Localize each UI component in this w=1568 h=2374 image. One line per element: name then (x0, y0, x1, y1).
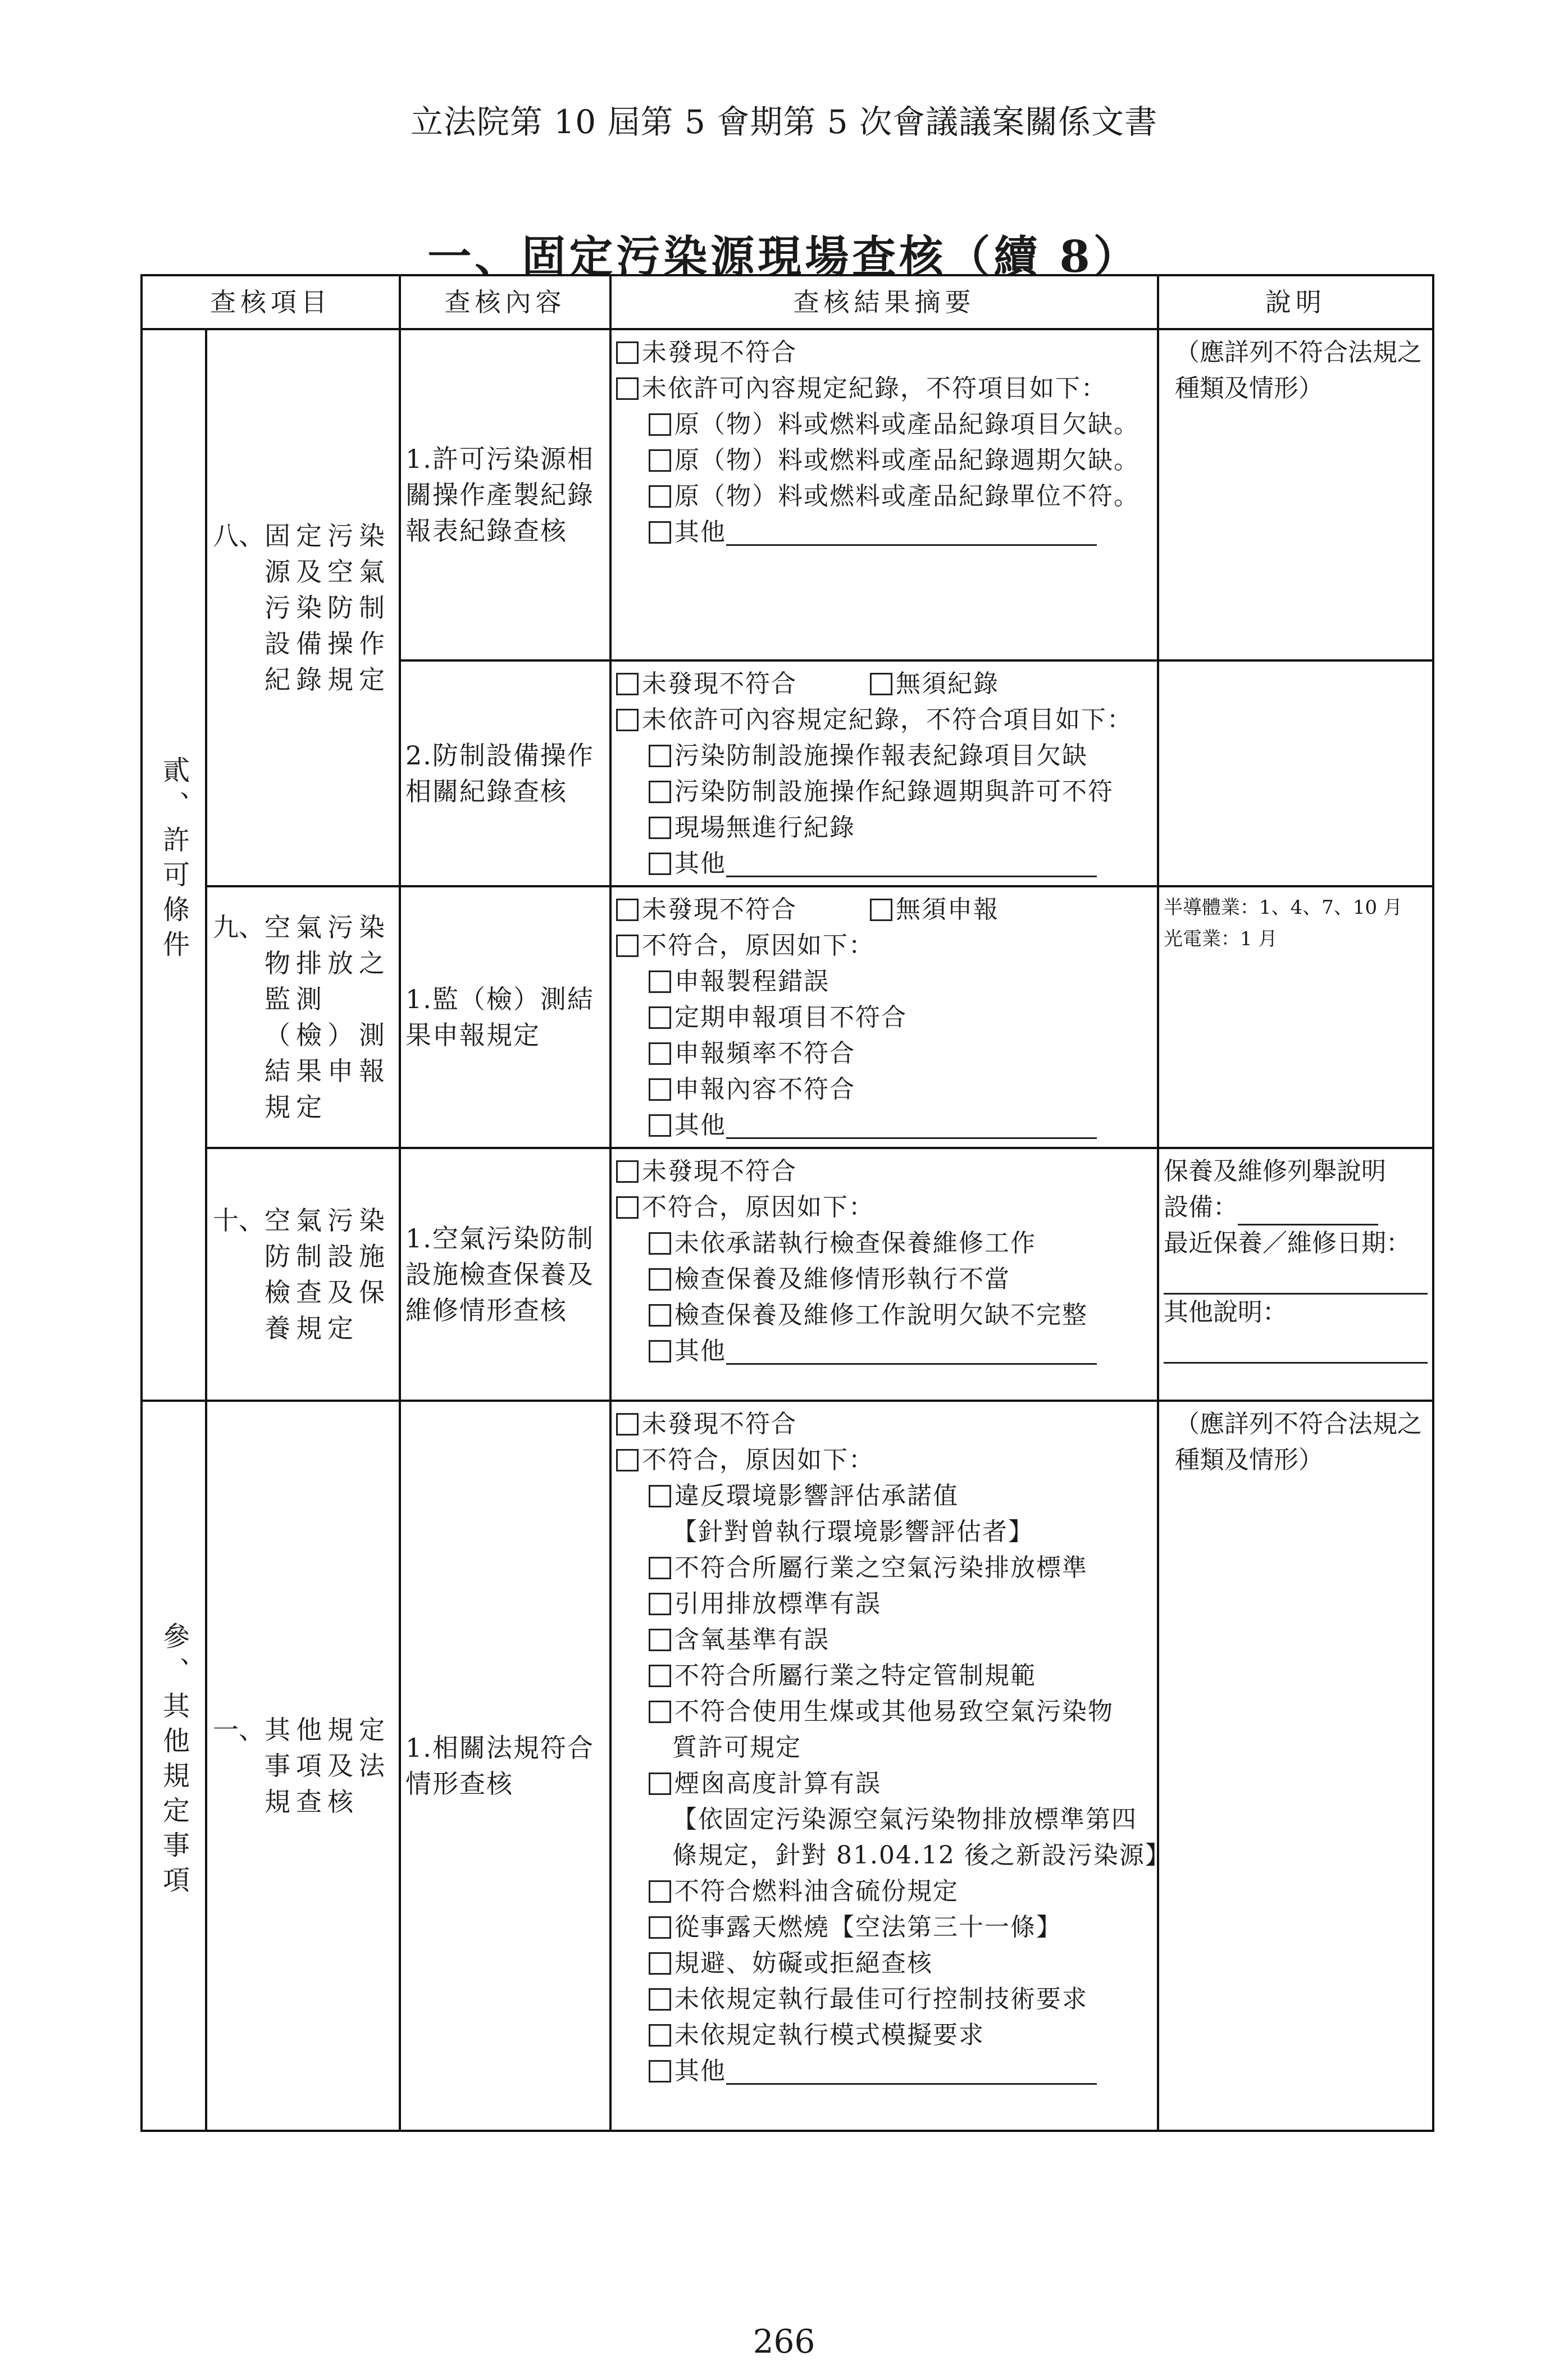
page-title: 一、固定污染源現場查核（續 8） (427, 231, 1141, 282)
checkbox[interactable] (649, 1042, 671, 1065)
checkbox[interactable] (649, 1952, 671, 1975)
fill-line[interactable] (1164, 1330, 1428, 1364)
content-other: 1.相關法規符合情形查核 (400, 1401, 610, 2131)
checkbox[interactable] (649, 1268, 671, 1291)
content-8a: 1.許可污染源相關操作產製紀錄報表紀錄查核 (400, 329, 610, 660)
checkbox[interactable] (649, 1629, 671, 1651)
fill-line[interactable] (1238, 1201, 1378, 1225)
checkbox[interactable] (616, 377, 639, 400)
checkbox[interactable] (649, 1304, 671, 1327)
checkbox[interactable] (649, 853, 671, 875)
checkbox[interactable] (649, 1006, 671, 1029)
fill-line[interactable] (726, 2058, 1097, 2085)
checkbox[interactable] (649, 521, 671, 544)
fill-line[interactable] (726, 520, 1097, 546)
table-row (142, 1148, 1433, 1401)
result-other: 未發現不符合 不符合，原因如下： 違反環境影響評估承諾值 【針對曾執行環境影響評估者】 不符合所屬行業之空氣污染排放標準 引用排放標準有誤 含氧基準有誤 不符合所屬行業之特定管制規範 不符合使用生煤或其他易致空氣污染物 質許可規定 煙囪高度計算有誤 【依固定污染源空氣污染物排放標準第四 條規定，針對 81.04.12 後之新設污染源】 不符合燃料油含硫份規定 從事露天燃燒【空法第三十一條】 規避、妨礙或拒絕查核 未依規定執行最佳可行控制技術要求 未依規定執行模式模擬要求 其他 (610, 1401, 1158, 2131)
table-header-row (142, 275, 1433, 329)
checkbox[interactable] (649, 1557, 671, 1579)
checkbox[interactable] (616, 1449, 639, 1471)
checkbox[interactable] (616, 709, 639, 731)
checkbox[interactable] (649, 2060, 671, 2083)
checkbox[interactable] (616, 673, 639, 695)
result-10: 未發現不符合 不符合，原因如下： 未依承諾執行檢查保養維修工作 檢查保養及維修情形執行不當 檢查保養及維修工作說明欠缺不完整 其他 (610, 1148, 1158, 1401)
section-other-rules: 參、其他規定事項 (142, 1401, 206, 2131)
checkbox[interactable] (649, 1232, 671, 1255)
checkbox[interactable] (649, 2024, 671, 2047)
audit-table (140, 274, 1434, 2132)
note-8a: （應詳列不符合法規之種類及情形） (1158, 329, 1433, 660)
fill-line[interactable] (726, 1113, 1097, 1139)
note-9: 半導體業：1、4、7、10 月 光電業：1 月 (1158, 886, 1433, 1148)
note-8b (1158, 660, 1433, 886)
checkbox[interactable] (649, 1916, 671, 1939)
checkbox[interactable] (649, 1593, 671, 1615)
table-row (142, 1401, 1433, 2131)
item-9: 九、 空氣污染物排放之監測（檢）測結果申報規定 (206, 886, 400, 1148)
result-8b: 未發現不符合 無須紀錄 未依許可內容規定紀錄，不符合項目如下： 污染防制設施操作報表紀錄項目欠缺 污染防制設施操作紀錄週期與許可不符 現場無進行紀錄 其他 (610, 660, 1158, 886)
checkbox[interactable] (649, 1701, 671, 1723)
column-header-content: 查核內容 (400, 275, 610, 329)
fill-line[interactable] (1164, 1261, 1428, 1295)
content-10: 1.空氣污染防制設施檢查保養及維修情形查核 (400, 1148, 610, 1401)
column-header-note: 說明 (1158, 275, 1433, 329)
note-other: （應詳列不符合法規之種類及情形） (1158, 1401, 1433, 2131)
checkbox[interactable] (649, 449, 671, 472)
checkbox[interactable] (649, 1114, 671, 1137)
checkbox[interactable] (649, 1665, 671, 1687)
checkbox[interactable] (616, 935, 639, 957)
checkbox[interactable] (616, 1160, 639, 1183)
fill-line[interactable] (726, 851, 1097, 877)
checkbox[interactable] (616, 1413, 639, 1436)
document-header: 立法院第 10 屆第 5 會期第 5 次會議議案關係文書 (410, 103, 1158, 141)
checkbox[interactable] (616, 341, 639, 364)
content-9: 1.監（檢）測結果申報規定 (400, 886, 610, 1148)
result-8a: 未發現不符合 未依許可內容規定紀錄，不符項目如下： 原（物）料或燃料或產品紀錄項目欠缺。 原（物）料或燃料或產品紀錄週期欠缺。 原（物）料或燃料或產品紀錄單位不符。 其他 (610, 329, 1158, 660)
checkbox[interactable] (649, 970, 671, 993)
table-row (142, 886, 1433, 1148)
item-10: 十、 空氣污染防制設施檢查及保養規定 (206, 1148, 400, 1401)
result-9: 未發現不符合 無須申報 不符合，原因如下： 申報製程錯誤 定期申報項目不符合 申報頻率不符合 申報內容不符合 其他 (610, 886, 1158, 1148)
column-header-result: 查核結果摘要 (610, 275, 1158, 329)
checkbox[interactable] (649, 1988, 671, 2011)
checkbox[interactable] (649, 745, 671, 767)
checkbox[interactable] (649, 1772, 671, 1795)
content-8b: 2.防制設備操作相關紀錄查核 (400, 660, 610, 886)
section-permit-conditions: 貳、許可條件 (142, 329, 206, 1401)
checkbox[interactable] (870, 673, 892, 695)
checkbox[interactable] (649, 1880, 671, 1903)
fill-line[interactable] (726, 1338, 1097, 1365)
checkbox[interactable] (649, 485, 671, 508)
checkbox[interactable] (649, 1485, 671, 1507)
checkbox[interactable] (649, 413, 671, 436)
checkbox[interactable] (616, 899, 639, 921)
checkbox[interactable] (649, 1078, 671, 1101)
page-number: 266 (753, 2322, 815, 2361)
checkbox[interactable] (649, 817, 671, 839)
checkbox[interactable] (870, 899, 892, 921)
item-8: 八、 固定污染源及空氣污染防制設備操作紀錄規定 (206, 329, 400, 886)
checkbox[interactable] (616, 1196, 639, 1219)
note-10: 保養及維修列舉說明 設備： 最近保養／維修日期： 其他說明： (1158, 1148, 1433, 1401)
checkbox[interactable] (649, 1340, 671, 1363)
table-row (142, 329, 1433, 660)
checkbox[interactable] (649, 781, 671, 803)
column-header-item: 查核項目 (142, 275, 400, 329)
item-other: 一、 其他規定事項及法規查核 (206, 1401, 400, 2131)
